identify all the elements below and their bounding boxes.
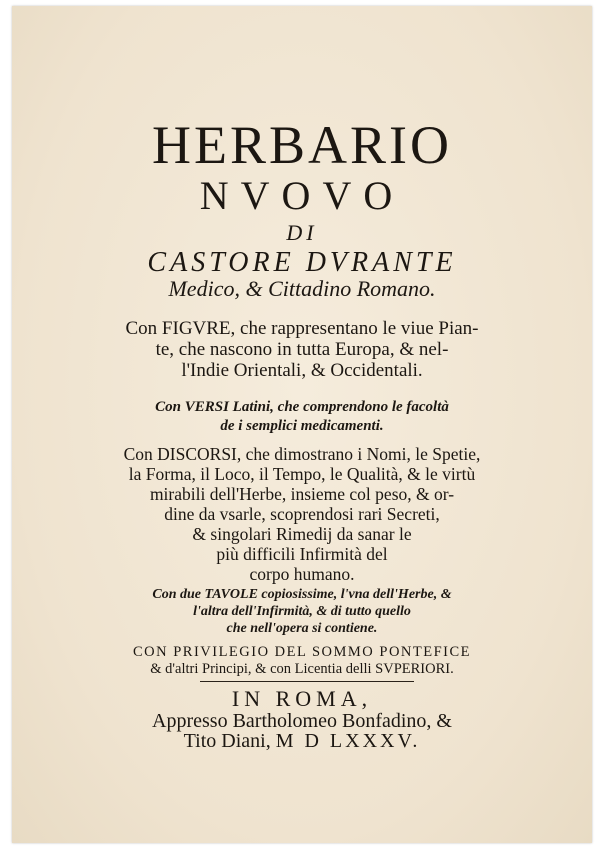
divider-rule	[200, 681, 414, 682]
tavole-line: che nell'opera si contiene.	[226, 621, 378, 636]
title-page	[12, 6, 592, 843]
versi-line: Con VERSI Latini, che comprendono le facoltà	[155, 399, 449, 415]
imprint	[12, 686, 592, 752]
imprint-year: M D LXXXV.	[275, 730, 421, 752]
section-discorsi	[12, 444, 592, 584]
imprint-printer-line2	[12, 731, 592, 751]
privilege-line: & d'altri Principi, & con Licentia delli SVPERIORI.	[150, 661, 454, 677]
author-name: CASTORE DVRANTE	[147, 247, 457, 278]
privilege-notice	[12, 644, 592, 678]
title-di: DI	[286, 220, 318, 245]
imprint-printer: Appresso Bartholomeo Bonfadino, &	[152, 710, 452, 732]
title-herbario: HERBARIO	[151, 115, 452, 175]
title-nuovo: NVOVO	[199, 173, 405, 218]
section-tavole	[12, 586, 592, 637]
section-versi	[12, 398, 592, 436]
discorsi-line: più difficili Infirmità del	[216, 544, 388, 564]
discorsi-line: corpo humano.	[249, 564, 355, 584]
versi-line: de i semplici medicamenti.	[220, 418, 384, 434]
author-title: Medico, & Cittadino Romano.	[168, 276, 436, 301]
section-figure	[12, 318, 592, 381]
discorsi-line: Con DISCORSI, che dimostrano i Nomi, le Spetie,	[123, 444, 481, 464]
tavole-line: l'altra dell'Infirmità, & di tutto quello	[193, 604, 411, 619]
privilege-line: CON PRIVILEGIO DEL SOMMO PONTEFICE	[132, 644, 472, 660]
figure-line: te, che nascono in tutta Europa, & nel-	[155, 339, 449, 360]
discorsi-line: la Forma, il Loco, il Tempo, le Qualità, & le virtù	[128, 464, 476, 484]
imprint-city: IN ROMA,	[231, 686, 373, 711]
figure-line: Con FIGVRE, che rappresentano le viue Pian-	[125, 318, 479, 339]
imprint-printer2: Tito Diani,	[183, 730, 271, 752]
discorsi-line: mirabili dell'Herbe, insieme col peso, & or-	[149, 484, 455, 504]
tavole-line: Con due TAVOLE copiosissime, l'vna dell'Herbe, &	[152, 587, 452, 602]
figure-line: l'Indie Orientali, & Occidentali.	[181, 360, 423, 381]
discorsi-line: & singolari Rimedij da sanar le	[192, 524, 412, 544]
discorsi-line: dine da vsarle, scoprendosi rari Secreti,	[164, 504, 440, 524]
